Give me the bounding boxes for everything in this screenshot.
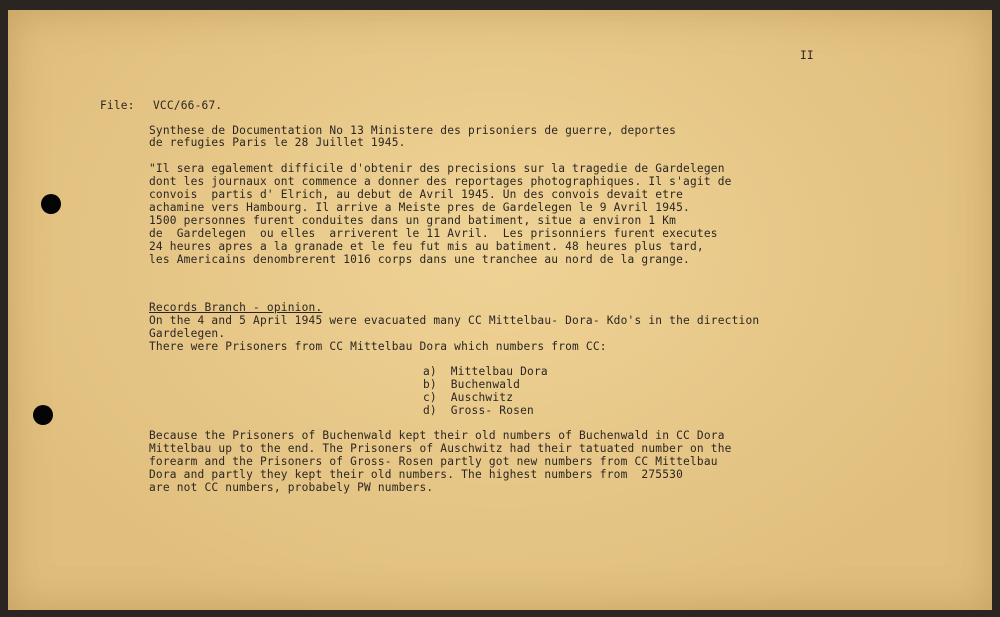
camp-item: c) Auschwitz (423, 391, 514, 404)
camp-item: b) Buchenwald (423, 378, 521, 391)
records-line-3: There were Prisoners from CC Mittelbau Dora which numbers from CC: (149, 340, 607, 353)
punch-hole-top (41, 194, 61, 214)
camp-item: a) Mittelbau Dora (423, 365, 548, 378)
records-heading: Records Branch - opinion. (149, 301, 323, 314)
quote-line-4: achamine vers Hambourg. Il arrive a Meiste pres de Gardelegen le 9 Avril 1945. (149, 201, 690, 214)
closing-line-3: forearm and the Prisoners of Gross- Rosen partly got new numbers from CC Mittelbau (149, 455, 718, 468)
closing-line-1: Because the Prisoners of Buchenwald kept their old numbers of Buchenwald in CC Dora (149, 429, 725, 442)
quote-line-1: "Il sera egalement difficile d'obtenir des precisions sur la tragedie de Gardelegen (149, 162, 725, 175)
records-line-1: On the 4 and 5 April 1945 were evacuated many CC Mittelbau- Dora- Kdo's in the direction (149, 314, 760, 327)
quote-line-7: 24 heures apres a la granade et le feu fut mis au batiment. 48 heures plus tard, (149, 240, 704, 253)
closing-line-2: Mittelbau up to the end. The Prisoners of Auschwitz had their tatuated number on the (149, 442, 732, 455)
quote-line-8: les Americains denombrerent 1016 corps dans une tranchee au nord de la grange. (149, 253, 690, 266)
synthese-line-1: Synthese de Documentation No 13 Ministere des prisoniers de guerre, deportes (149, 124, 677, 137)
records-line-2: Gardelegen. (149, 327, 226, 340)
file-reference: VCC/66-67. (153, 99, 223, 112)
closing-line-5: are not CC numbers, probabely PW numbers. (149, 481, 434, 494)
quote-line-5: 1500 personnes furent conduites dans un grand batiment, situe a environ 1 Km (149, 214, 677, 227)
closing-line-4: Dora and partly they kept their old numbers. The highest numbers from 275530 (149, 468, 684, 481)
document-page (8, 10, 992, 610)
camp-item: d) Gross- Rosen (423, 404, 534, 417)
quote-line-2: dont les journaux ont commence a donner des reportages photographiques. Il s'agit de (149, 175, 732, 188)
file-label: File: (100, 99, 135, 112)
synthese-line-2: de refugies Paris le 28 Juillet 1945. (149, 136, 406, 149)
page-number: II (800, 49, 814, 62)
quote-line-3: convois partis d' Elrich, au debut de Avril 1945. Un des convois devait etre (149, 188, 684, 201)
quote-line-6: de Gardelegen ou elles arriverent le 11 Avril. Les prisonniers furent executes (149, 227, 718, 240)
punch-hole-bottom (33, 405, 53, 425)
